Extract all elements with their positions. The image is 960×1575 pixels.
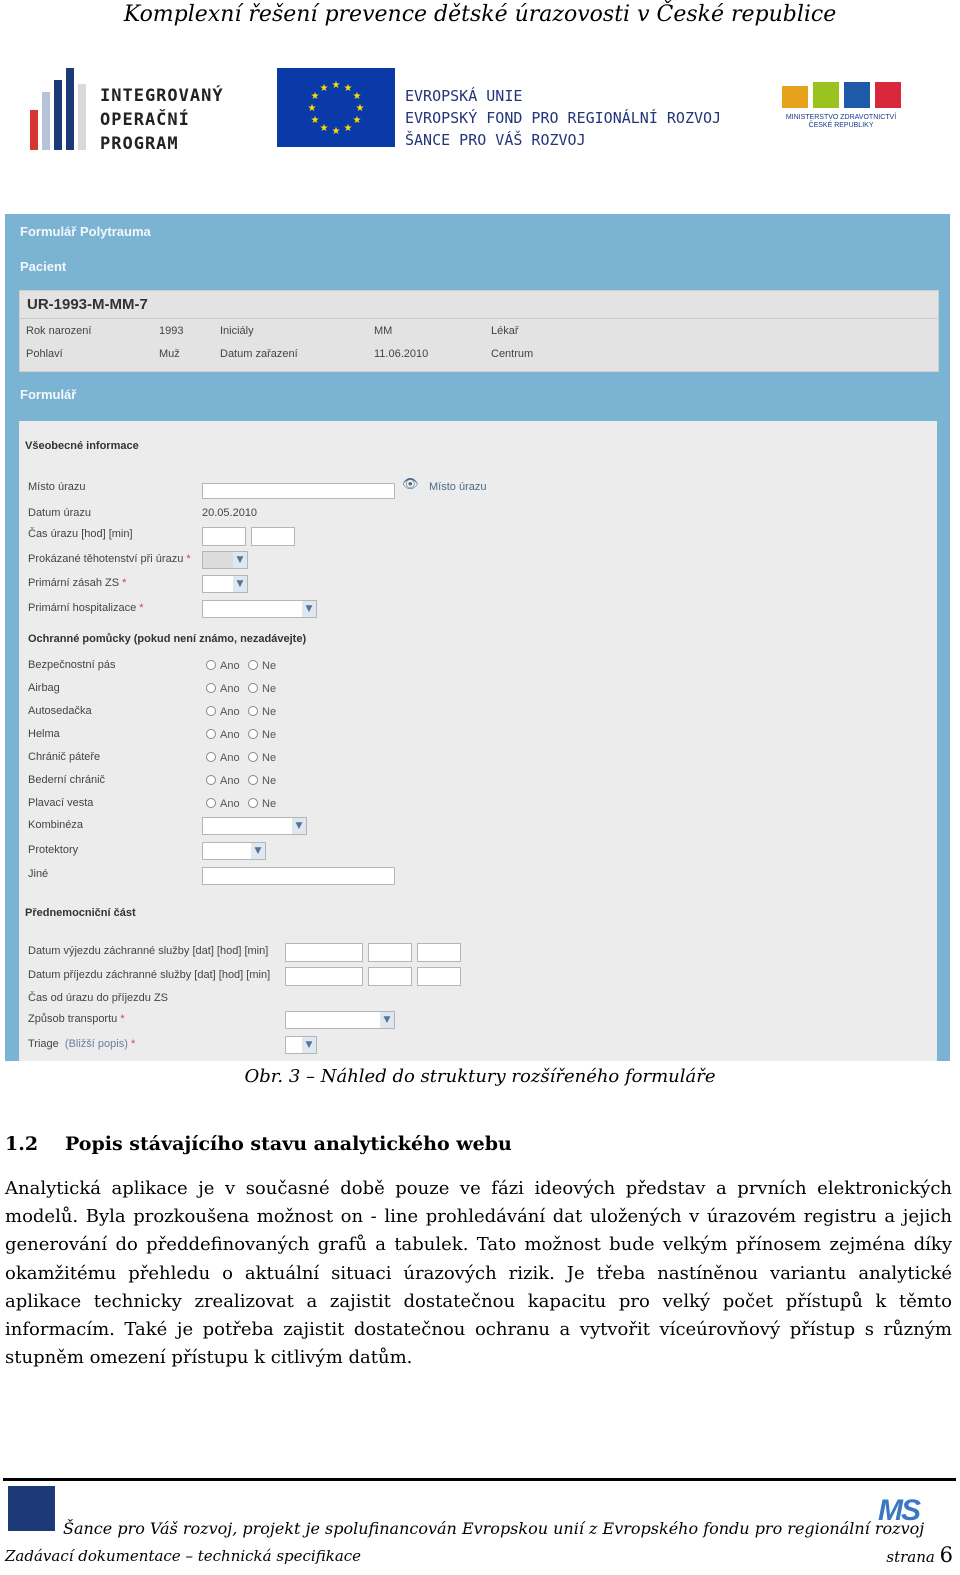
chevron-down-icon: ▼ — [251, 843, 265, 859]
svg-text:★: ★ — [310, 91, 320, 102]
vyjezd-hod-input[interactable] — [368, 943, 412, 962]
iop-logo-bar — [54, 80, 62, 150]
cas-min-input[interactable] — [251, 527, 295, 546]
formular-heading: Formulář — [20, 387, 77, 402]
protect-item-label: Chránič páteře — [28, 751, 101, 763]
svg-text:★: ★ — [331, 80, 341, 91]
svg-text:★: ★ — [343, 123, 353, 134]
footer-doc-name: Zadávací dokumentace – technická specifikace — [5, 1547, 362, 1565]
radio-no[interactable] — [248, 729, 276, 741]
radio-yes-label: Ano — [220, 706, 240, 718]
pohlavi-label: Pohlaví — [26, 348, 63, 360]
mz-logo-block — [844, 82, 870, 108]
eu-logo-text — [405, 85, 721, 151]
ms-logo-text: MS — [878, 1494, 919, 1527]
radio-circle-icon — [248, 729, 258, 739]
datum-zarazeni-label: Datum zařazení — [220, 348, 298, 360]
svg-text:★: ★ — [355, 103, 365, 114]
radio-circle-icon — [206, 706, 216, 716]
misto-input[interactable] — [202, 483, 395, 499]
form-screenshot — [5, 214, 950, 1061]
radio-no-label: Ne — [262, 729, 277, 741]
transport-label: Způsob transportu * — [28, 1013, 125, 1025]
prehosp-heading: Přednemocniční část — [25, 907, 136, 919]
radio-circle-icon — [206, 660, 216, 670]
prokazane-label: Prokázané těhotenství při úrazu * — [28, 553, 191, 565]
jine-input[interactable] — [202, 867, 395, 885]
svg-text:★: ★ — [307, 103, 317, 114]
iop-logo-bar — [42, 92, 50, 150]
chevron-down-icon: ▼ — [302, 1037, 316, 1053]
lekar-label: Lékař — [491, 325, 519, 337]
patient-divider — [20, 318, 938, 319]
radio-yes-label: Ano — [220, 683, 240, 695]
jine-label: Jiné — [28, 868, 49, 880]
radio-no-label: Ne — [262, 706, 277, 718]
radio-yes[interactable] — [206, 798, 240, 810]
svg-text:★: ★ — [331, 126, 341, 137]
svg-text:★: ★ — [310, 115, 320, 126]
zasah-select[interactable] — [202, 575, 248, 593]
radio-no-label: Ne — [262, 683, 277, 695]
radio-circle-icon — [248, 798, 258, 808]
eu-logo-line: EVROPSKÝ FOND PRO REGIONÁLNÍ ROZVOJ — [405, 109, 722, 127]
radio-circle-icon — [206, 752, 216, 762]
eu-stars-icon — [277, 68, 395, 147]
iop-logo-line: PROGRAM — [100, 134, 179, 154]
iop-logo-bar — [78, 84, 86, 150]
iop-logo-line: OPERAČNÍ — [100, 110, 190, 130]
iop-logo-line: INTEGROVANÝ — [100, 86, 224, 106]
radio-yes[interactable] — [206, 706, 240, 718]
radio-no[interactable] — [248, 798, 276, 810]
radio-yes-label: Ano — [220, 775, 240, 787]
protect-item-label: Helma — [28, 728, 60, 740]
radio-circle-icon — [206, 729, 216, 739]
inicialy-value: MM — [374, 325, 393, 337]
mz-logo-line: MINISTERSTVO ZDRAVOTNICTVÍ — [785, 114, 897, 121]
page-number: 6 — [939, 1543, 953, 1567]
figure-caption: Obr. 3 – Náhled do struktury rozšířeného formuláře — [244, 1066, 716, 1087]
eu-logo-line: ŠANCE PRO VÁŠ ROZVOJ — [405, 131, 586, 149]
hosp-label: Primární hospitalizace * — [28, 602, 144, 614]
radio-yes[interactable] — [206, 660, 240, 672]
vyjezd-min-input[interactable] — [417, 943, 461, 962]
radio-no-label: Ne — [262, 752, 277, 764]
radio-no[interactable] — [248, 660, 276, 672]
section-number: 1.2 — [5, 1133, 39, 1155]
radio-no[interactable] — [248, 752, 276, 764]
triage-select[interactable] — [285, 1036, 317, 1054]
mz-logo-text — [780, 114, 902, 130]
svg-text:★: ★ — [352, 115, 362, 126]
transport-select[interactable] — [285, 1011, 395, 1029]
centrum-label: Centrum — [491, 348, 534, 360]
eu-logo-line: EVROPSKÁ UNIE — [405, 87, 523, 105]
eu-flag-logo — [277, 68, 395, 147]
prijezd-label: Datum příjezdu záchranné služby [dat] [hod] [min] — [28, 969, 271, 981]
iop-logo-text — [100, 84, 224, 156]
zasah-label: Primární zásah ZS * — [28, 577, 127, 589]
datum-urazu-value: 20.05.2010 — [202, 507, 258, 519]
radio-no-label: Ne — [262, 660, 277, 672]
triage-hint-link[interactable]: (Bližší popis) — [64, 1038, 128, 1050]
footer-page — [886, 1543, 953, 1567]
misto-map-link[interactable]: Místo úrazu — [429, 481, 487, 493]
prokazane-select[interactable] — [202, 551, 248, 569]
datum-zarazeni-value: 11.06.2010 — [374, 348, 429, 360]
iop-logo — [30, 66, 255, 154]
radio-yes[interactable] — [206, 729, 240, 741]
svg-text:★: ★ — [343, 83, 353, 94]
patient-heading: Pacient — [20, 259, 67, 274]
chevron-down-icon: ▼ — [233, 576, 247, 592]
radio-circle-icon — [248, 660, 258, 670]
protect-heading: Ochranné pomůcky (pokud není známo, nezadávejte) — [28, 633, 307, 645]
general-info-heading: Všeobecné informace — [25, 440, 139, 452]
radio-yes-label: Ano — [220, 729, 240, 741]
pohlavi-value: Muž — [159, 348, 180, 360]
radio-no[interactable] — [248, 683, 276, 695]
cas-hod-input[interactable] — [202, 527, 246, 546]
radio-circle-icon — [206, 798, 216, 808]
protect-item-label: Plavací vesta — [28, 797, 94, 809]
cas-urazu-label: Čas úrazu [hod] [min] — [28, 528, 133, 540]
radio-circle-icon — [248, 706, 258, 716]
form-title: Formulář Polytrauma — [20, 224, 151, 239]
misto-label: Místo úrazu — [28, 481, 86, 493]
radio-circle-icon — [206, 683, 216, 693]
document-header-title: Komplexní řešení prevence dětské úrazovosti v České republice — [123, 2, 837, 27]
protect-item-label: Bederní chránič — [28, 774, 106, 786]
form-panel — [19, 421, 937, 1061]
svg-text:★: ★ — [319, 123, 329, 134]
protektory-select[interactable] — [202, 842, 266, 860]
prijezd-hod-input[interactable] — [368, 967, 412, 986]
radio-yes-label: Ano — [220, 660, 240, 672]
mz-logo-block — [875, 82, 901, 108]
patient-panel — [19, 290, 939, 372]
chevron-down-icon: ▼ — [233, 552, 247, 568]
section-paragraph: Analytická aplikace je v současné době pouze ve fázi ideových představ a prvních elektronických modelů. Byla prozkoušena možnost on - line prohledávání dat uložených v úrazovém registru a jejich generování do předdefinovaných grafů a tabulek. Tato možnost bude velkým přínosem zejména díky okamžitému přehledu o aktuální situaci úrazových rizik. Je třeba nastíněnou variantu analytické aplikace technicky zrealizovat a zajistit dostatečnou kapacitu pro velký počet přístupů k těmto informacím. Také je potřeba zajistit dostatečnou ochranu a vytvořit víceúrovňový přístup s různým stupněm omezení přístupu k citlivým datům. — [5, 1178, 952, 1369]
radio-circle-icon — [248, 752, 258, 762]
iop-logo-bar — [30, 110, 38, 150]
protect-item-label: Bezpečnostní pás — [28, 659, 116, 671]
svg-text:★: ★ — [319, 83, 329, 94]
mz-logo-block — [813, 82, 839, 108]
hosp-select[interactable] — [202, 600, 317, 618]
radio-circle-icon — [248, 683, 258, 693]
radio-no[interactable] — [248, 775, 276, 787]
radio-circle-icon — [248, 775, 258, 785]
footer-tagline: Šance pro Váš rozvoj, projekt je spolufinancován Evropskou unií z Evropského fondu pro regionální rozvoj — [63, 1519, 925, 1538]
chevron-down-icon: ▼ — [292, 818, 306, 834]
chevron-down-icon: ▼ — [380, 1012, 394, 1028]
iop-footer-logo — [8, 1486, 55, 1531]
vyjezd-label: Datum výjezdu záchranné služby [dat] [hod] [min] — [28, 945, 269, 957]
iop-logo-bar — [66, 68, 74, 150]
kombineza-select[interactable] — [202, 817, 307, 835]
prijezd-min-input[interactable] — [417, 967, 461, 986]
rok-label: Rok narození — [26, 325, 92, 337]
footer-rule — [3, 1478, 956, 1481]
protect-item-label: Airbag — [28, 682, 60, 694]
radio-yes[interactable] — [206, 752, 240, 764]
radio-yes[interactable] — [206, 683, 240, 695]
eye-icon[interactable]: 👁 — [402, 477, 419, 492]
triage-label: Triage (Bližší popis) * — [28, 1038, 136, 1050]
section-title: Popis stávajícího stavu analytického webu — [65, 1133, 512, 1155]
radio-yes-label: Ano — [220, 752, 240, 764]
inicialy-label: Iniciály — [220, 325, 254, 337]
protect-item-label: Autosedačka — [28, 705, 92, 717]
radio-no-label: Ne — [262, 798, 277, 810]
mz-logo — [782, 80, 902, 110]
protektory-label: Protektory — [28, 844, 79, 856]
rok-value: 1993 — [159, 325, 184, 337]
page-label: strana — [886, 1548, 935, 1566]
radio-no[interactable] — [248, 706, 276, 718]
datum-urazu-label: Datum úrazu — [28, 507, 91, 519]
vyjezd-date-input[interactable] — [285, 943, 363, 962]
cas-prijezdu-label: Čas od úrazu do příjezdu ZS — [28, 992, 169, 1004]
mz-logo-line: ČESKÉ REPUBLIKY — [808, 122, 874, 129]
mz-logo-block — [782, 86, 808, 108]
patient-id: UR-1993-M-MM-7 — [27, 296, 148, 313]
chevron-down-icon: ▼ — [302, 601, 316, 617]
radio-circle-icon — [206, 775, 216, 785]
svg-text:★: ★ — [352, 91, 362, 102]
radio-yes[interactable] — [206, 775, 240, 787]
radio-yes-label: Ano — [220, 798, 240, 810]
prijezd-date-input[interactable] — [285, 967, 363, 986]
radio-no-label: Ne — [262, 775, 277, 787]
kombineza-label: Kombinéza — [28, 819, 84, 831]
